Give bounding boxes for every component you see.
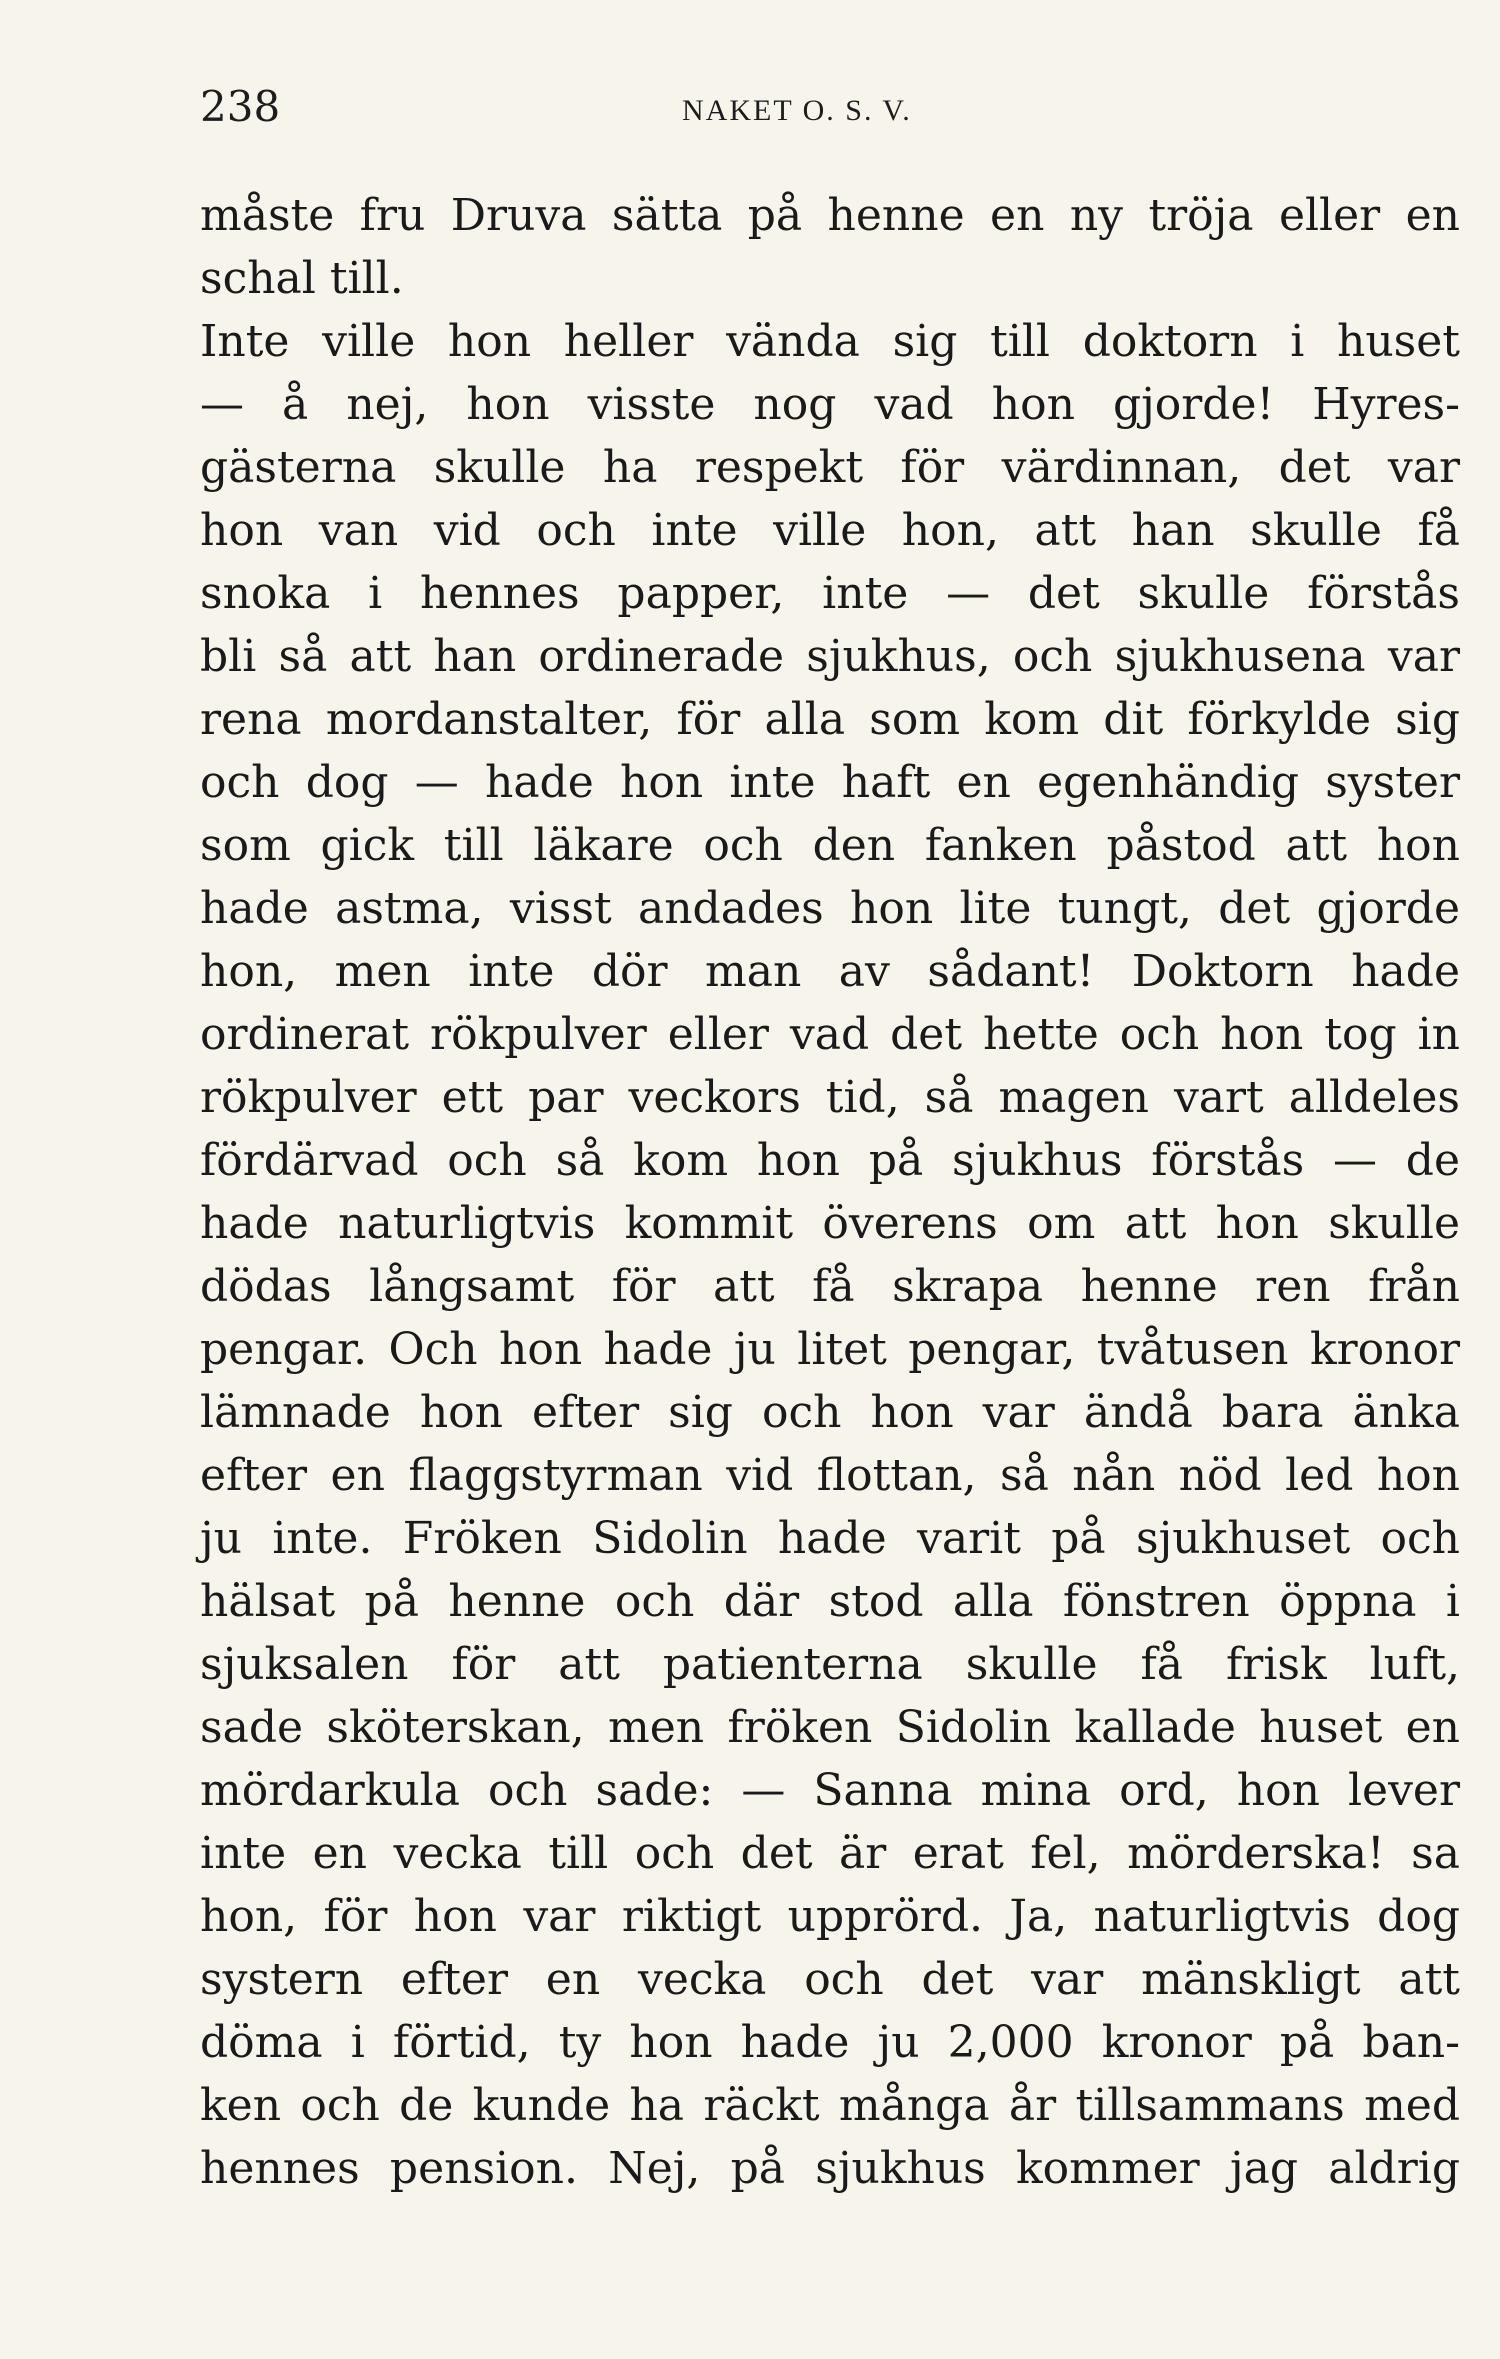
text-line: gästerna skulle ha respekt för värdinnan, det var: [200, 442, 1460, 493]
text-line: Inte ville hon heller vända sig till doktorn i huset: [200, 316, 1460, 367]
text-line: fördärvad och så kom hon på sjukhus förstås — de: [200, 1135, 1460, 1186]
text-line: hon, men inte dör man av sådant! Doktorn hade: [200, 946, 1460, 997]
text-line: hon, för hon var riktigt upprörd. Ja, naturligtvis dog: [200, 1891, 1460, 1942]
text-line: systern efter en vecka och det var mänskligt att: [200, 1954, 1460, 2005]
running-head: NAKET O. S. V.: [682, 94, 912, 127]
text-line: snoka i hennes papper, inte — det skulle förstås: [200, 568, 1460, 619]
text-line: ordinerat rökpulver eller vad det hette och hon tog in: [200, 1009, 1460, 1060]
text-line: hade naturligtvis kommit överens om att hon skulle: [200, 1198, 1460, 1249]
text-line: hennes pension. Nej, på sjukhus kommer jag aldrig: [200, 2143, 1460, 2194]
text-line: mördarkula och sade: — Sanna mina ord, hon lever: [200, 1765, 1460, 1816]
text-line: inte en vecka till och det är erat fel, mörderska! sa: [200, 1828, 1460, 1879]
body-text: [200, 184, 1460, 2200]
text-line: — å nej, hon visste nog vad hon gjorde! Hyres-: [200, 379, 1460, 430]
text-line: som gick till läkare och den fanken påstod att hon: [200, 820, 1460, 871]
text-line: sjuksalen för att patienterna skulle få frisk luft,: [200, 1639, 1460, 1690]
text-line: pengar. Och hon hade ju litet pengar, tvåtusen kronor: [200, 1324, 1460, 1375]
page-number: 238: [200, 82, 281, 131]
page-header: [200, 82, 1455, 142]
text-line: döma i förtid, ty hon hade ju 2,000 kronor på ban-: [200, 2017, 1460, 2068]
text-line: dödas långsamt för att få skrapa henne ren från: [200, 1261, 1460, 1312]
text-line: schal till.: [200, 253, 404, 304]
text-line: rökpulver ett par veckors tid, så magen vart alldeles: [200, 1072, 1460, 1123]
text-line: måste fru Druva sätta på henne en ny tröja eller en: [200, 190, 1460, 241]
text-line: rena mordanstalter, för alla som kom dit förkylde sig: [200, 694, 1460, 745]
text-line: hälsat på henne och där stod alla fönstren öppna i: [200, 1576, 1460, 1627]
text-line: ken och de kunde ha räckt många år tillsammans med: [200, 2080, 1460, 2131]
text-line: efter en flaggstyrman vid flottan, så nån nöd led hon: [200, 1450, 1460, 1501]
text-line: sade sköterskan, men fröken Sidolin kallade huset en: [200, 1702, 1460, 1753]
text-line: hade astma, visst andades hon lite tungt, det gjorde: [200, 883, 1460, 934]
text-line: hon van vid och inte ville hon, att han skulle få: [200, 505, 1460, 556]
text-line: och dog — hade hon inte haft en egenhändig syster: [200, 757, 1460, 808]
text-line: lämnade hon efter sig och hon var ändå bara änka: [200, 1387, 1460, 1438]
text-line: ju inte. Fröken Sidolin hade varit på sjukhuset och: [200, 1513, 1460, 1564]
text-line: bli så att han ordinerade sjukhus, och sjukhusena var: [200, 631, 1460, 682]
